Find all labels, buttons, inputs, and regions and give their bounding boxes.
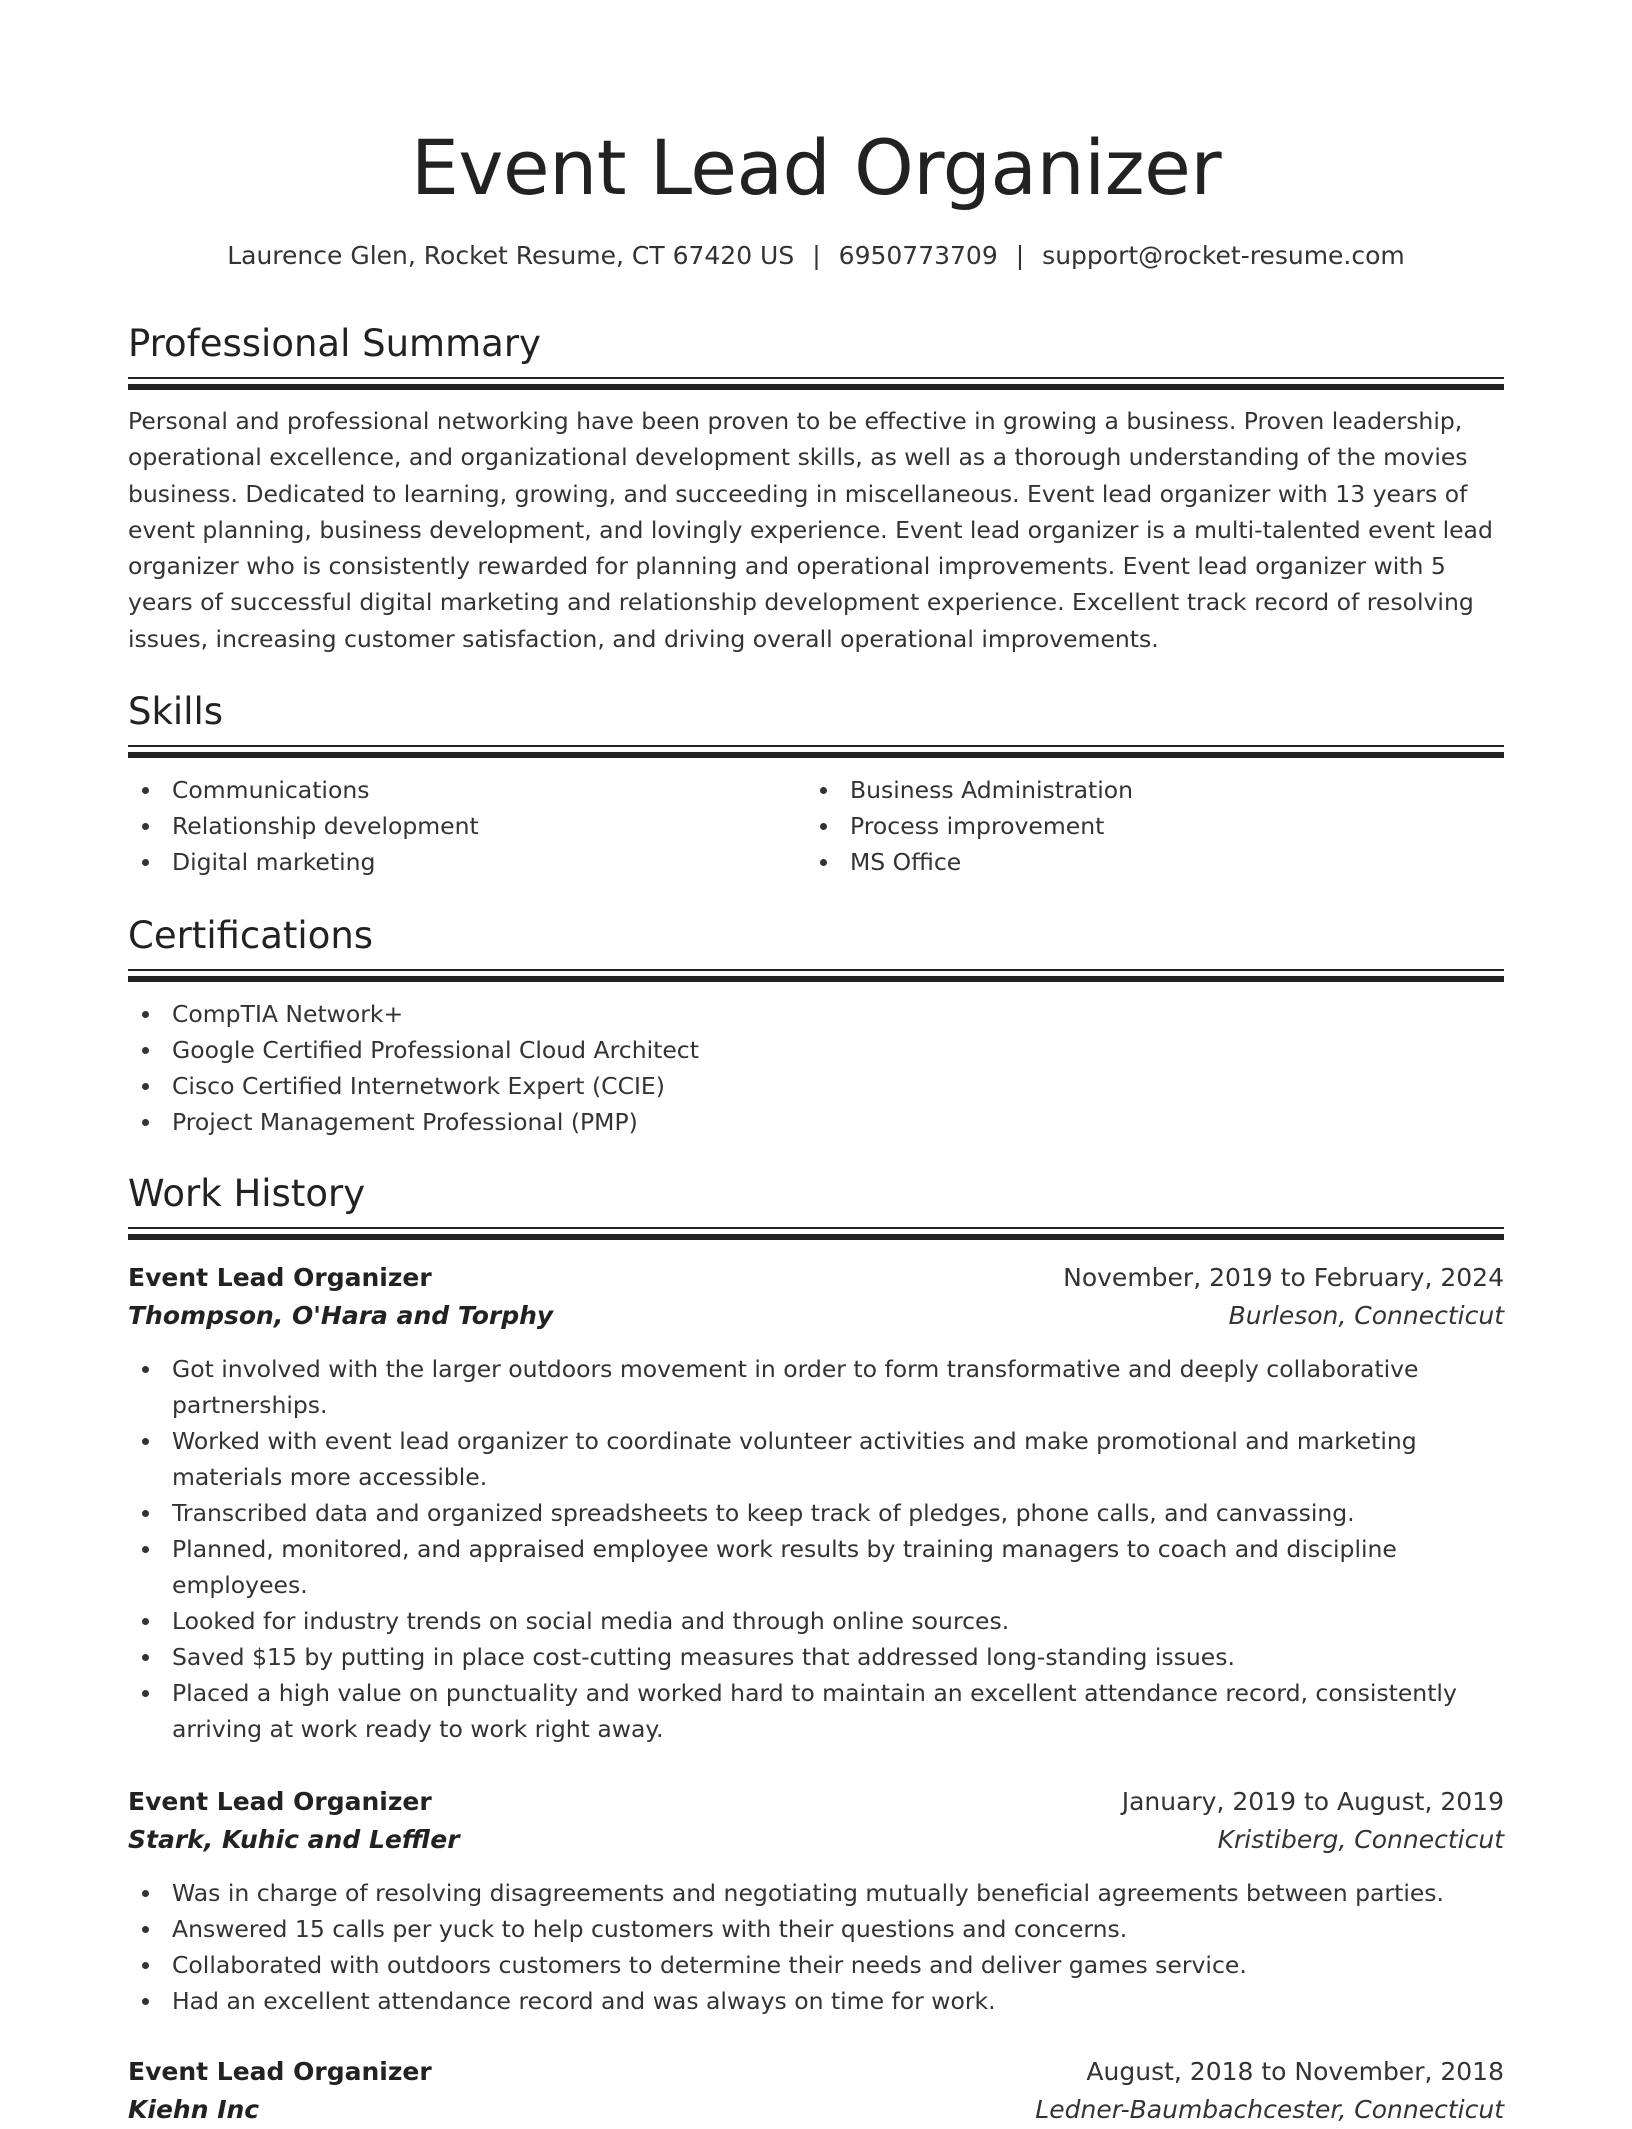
job-dates: August, 2018 to November, 2018	[1086, 2057, 1504, 2086]
resume-title: Event Lead Organizer	[410, 123, 1222, 212]
job-bullet: Got involved with the larger outdoors movement in order to form transformative and deeply collaborative partnerships.	[128, 1351, 1504, 1423]
job-company: Stark, Kuhic and Leffler	[128, 1825, 460, 1854]
section-rule	[128, 969, 1504, 983]
job-bullet: Planned, monitored, and appraised employee work results by training managers to coach and discipline employees.	[128, 1531, 1504, 1603]
certification-item: Cisco Certified Internetwork Expert (CCIE)	[128, 1068, 1504, 1104]
job-dates: November, 2019 to February, 2024	[1063, 1263, 1504, 1292]
section-rule	[128, 1227, 1504, 1241]
job-bullets	[128, 1351, 1504, 1747]
job-title: Event Lead Organizer	[128, 2057, 432, 2086]
section-heading-certifications: Certifications	[128, 914, 374, 957]
skills-section	[128, 687, 1504, 880]
certification-item: Project Management Professional (PMP)	[128, 1104, 1504, 1140]
contact-email: support@rocket-resume.com	[1042, 241, 1405, 270]
section-heading-summary: Professional Summary	[128, 322, 541, 365]
job-bullet: Had an excellent attendance record and was always on time for work.	[128, 1983, 1504, 2019]
section-rule	[128, 745, 1504, 759]
section-heading-skills: Skills	[128, 690, 224, 733]
job-bullet: Worked with event lead organizer to coordinate volunteer activities and make promotional and marketing materials more accessible.	[128, 1423, 1504, 1495]
contact-address: Laurence Glen, Rocket Resume, CT 67420 US	[227, 241, 795, 270]
job-location: Kristiberg, Connecticut	[1217, 1825, 1504, 1854]
job-bullet: Looked for industry trends on social media and through online sources.	[128, 1603, 1504, 1639]
job-company: Kiehn Inc	[128, 2095, 260, 2124]
section-rule	[128, 377, 1504, 391]
job-bullet: Collaborated with outdoors customers to determine their needs and deliver games service.	[128, 1947, 1504, 1983]
skills-list-right	[806, 772, 1484, 880]
skill-item: Digital marketing	[128, 844, 806, 880]
job-bullets	[128, 1875, 1504, 2019]
skill-item: MS Office	[806, 844, 1484, 880]
summary-text: Personal and professional networking have been proven to be effective in growing a business. Proven leadership, operational excellence, and organizational development skills, as well as a thorough understanding of the movies business. Dedicated to learning, growing, and succeeding in miscellaneous. Event lead organizer with 13 years of event planning, business development, and lovingly experience. Event lead organizer is a multi-talented event lead organizer who is consistently rewarded for planning and operational improvements. Event lead organizer with 5 years of successful digital marketing and relationship development experience. Excellent track record of resolving issues, increasing customer satisfaction, and driving overall operational improvements.	[128, 407, 1493, 653]
skills-list-left	[128, 772, 806, 880]
work-history-section	[128, 1169, 1504, 1241]
skill-item: Communications	[128, 772, 806, 808]
contact-separator: |	[1015, 241, 1025, 270]
job-title: Event Lead Organizer	[128, 1787, 432, 1816]
certification-item: CompTIA Network+	[128, 996, 1504, 1032]
job-location: Ledner-Baumbachcester, Connecticut	[1035, 2095, 1504, 2124]
job-bullet: Saved $15 by putting in place cost-cutting measures that addressed long-standing issues.	[128, 1639, 1504, 1675]
certifications-section	[128, 911, 1504, 1140]
job-entry	[128, 1783, 1504, 2019]
job-bullet: Placed a high value on punctuality and worked hard to maintain an excellent attendance record, consistently arriving at work ready to work right away.	[128, 1675, 1504, 1747]
section-heading-work-history: Work History	[128, 1172, 366, 1215]
certification-item: Google Certified Professional Cloud Architect	[128, 1032, 1504, 1068]
skills-grid	[128, 772, 1504, 880]
job-company: Thompson, O'Hara and Torphy	[128, 1301, 554, 1330]
job-bullet: Answered 15 calls per yuck to help customers with their questions and concerns.	[128, 1911, 1504, 1947]
job-entry	[128, 2053, 1504, 2129]
job-location: Burleson, Connecticut	[1228, 1301, 1504, 1330]
job-entry	[128, 1259, 1504, 1747]
skill-item: Process improvement	[806, 808, 1484, 844]
certifications-list	[128, 996, 1504, 1140]
skill-item: Relationship development	[128, 808, 806, 844]
contact-separator: |	[812, 241, 821, 270]
job-dates: January, 2019 to August, 2019	[1121, 1787, 1504, 1816]
skill-item: Business Administration	[806, 772, 1484, 808]
contact-line	[128, 238, 1504, 274]
job-bullet: Was in charge of resolving disagreements and negotiating mutually beneficial agreements between parties.	[128, 1875, 1504, 1911]
contact-phone: 6950773709	[838, 241, 998, 270]
job-title: Event Lead Organizer	[128, 1263, 432, 1292]
job-bullet: Transcribed data and organized spreadsheets to keep track of pledges, phone calls, and canvassing.	[128, 1495, 1504, 1531]
summary-section	[128, 319, 1504, 657]
